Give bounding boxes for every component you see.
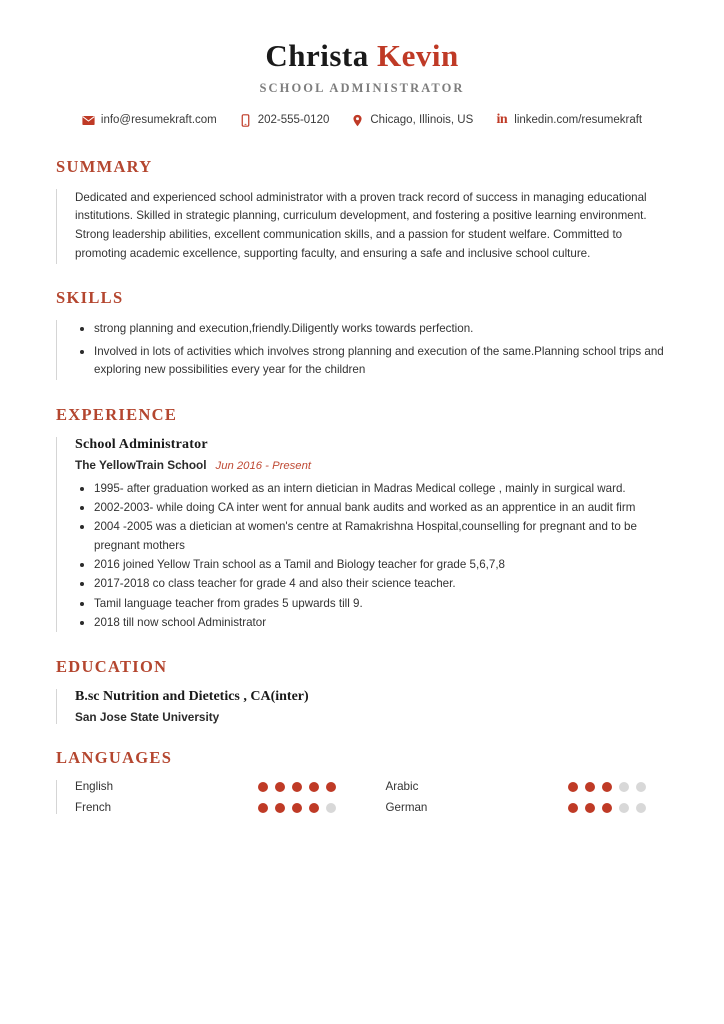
rating-dot-filled [602, 803, 612, 813]
education-degree: B.sc Nutrition and Dietetics , CA(inter) [75, 689, 309, 705]
rating-dot-empty [636, 782, 646, 792]
contact-location-label: Chicago, Illinois, US [370, 114, 474, 127]
list-item: 2017-2018 co class teacher for grade 4 and also their science teacher. [92, 575, 676, 593]
list-item: Tamil language teacher from grades 5 upwards till 9. [92, 595, 676, 613]
first-name: Christa [265, 38, 369, 73]
section-title-education: EDUCATION [56, 657, 168, 677]
rating-dot-filled [275, 803, 285, 813]
rating-dot-filled [258, 782, 268, 792]
experience-meta [75, 458, 676, 472]
section-summary [56, 157, 676, 264]
skills-list [75, 320, 676, 380]
rating-dot-empty [636, 803, 646, 813]
language-rating [568, 803, 646, 813]
location-pin-icon [351, 114, 364, 127]
section-title-languages: LANGUAGES [56, 748, 173, 768]
candidate-name [0, 38, 724, 74]
language-row-arabic [386, 780, 677, 793]
education-entry [75, 689, 676, 724]
language-name: German [385, 801, 428, 815]
experience-body [56, 437, 676, 633]
language-row-english [75, 780, 366, 793]
education-school: San Jose State University [75, 710, 220, 725]
language-row-french [75, 801, 366, 814]
language-rating [258, 803, 336, 813]
list-item: Involved in lots of activities which involves strong planning and execution of the same.Planning school trips and exploring new possibilities every year for the children [92, 343, 676, 380]
contact-bar [0, 114, 724, 127]
list-item: strong planning and execution,friendly.Diligently works towards perfection. [92, 320, 676, 338]
skills-body [56, 320, 676, 380]
candidate-job-title: SCHOOL ADMINISTRATOR [259, 80, 465, 95]
rating-dot-empty [326, 803, 336, 813]
rating-dot-filled [568, 803, 578, 813]
spacer [56, 633, 676, 657]
rating-dot-empty [619, 803, 629, 813]
contact-location[interactable] [351, 114, 473, 127]
section-experience [56, 405, 676, 633]
rating-dot-filled [309, 782, 319, 792]
rating-dot-filled [292, 782, 302, 792]
resume-header [0, 0, 724, 127]
section-education [56, 657, 676, 724]
rating-dot-filled [309, 803, 319, 813]
section-skills [56, 288, 676, 380]
contact-linkedin[interactable] [495, 114, 642, 127]
list-item: 2002-2003- while doing CA inter went for annual bank audits and worked as an apprentice in an audit firm [92, 499, 676, 517]
spacer [56, 724, 676, 748]
contact-email[interactable] [82, 114, 217, 127]
experience-role: School Administrator [75, 436, 208, 452]
phone-icon [239, 114, 252, 127]
rating-dot-filled [258, 803, 268, 813]
rating-dot-empty [619, 782, 629, 792]
language-name: English [75, 780, 114, 794]
linkedin-icon: in [496, 112, 508, 128]
spacer [56, 385, 676, 405]
contact-phone[interactable] [239, 114, 330, 127]
experience-entry [75, 437, 676, 633]
experience-bullets [75, 480, 676, 633]
education-body [56, 689, 676, 724]
list-item: 2004 -2005 was a dietician at women's centre at Ramakrishna Hospital,counselling for pregnant and to be pregnant mothers [92, 518, 676, 555]
rating-dot-filled [585, 782, 595, 792]
spacer [56, 264, 676, 288]
rating-dot-filled [275, 782, 285, 792]
rating-dot-filled [292, 803, 302, 813]
language-name: French [75, 801, 112, 815]
experience-date-range: Jun 2016 - Present [215, 459, 312, 472]
last-name: Kevin [376, 38, 459, 73]
list-item: 1995- after graduation worked as an intern dietician in Madras Medical college , mainly in surgical ward. [92, 480, 676, 498]
section-languages [56, 748, 676, 814]
contact-email-label: info@resumekraft.com [100, 114, 217, 127]
list-item: 2018 till now school Administrator [92, 614, 676, 632]
language-rating [568, 782, 646, 792]
language-row-german [386, 801, 677, 814]
envelope-icon [82, 114, 95, 127]
section-title-summary: SUMMARY [56, 156, 153, 176]
section-title-skills: SKILLS [56, 287, 124, 307]
section-title-experience: EXPERIENCE [56, 404, 178, 424]
languages-grid [75, 780, 676, 814]
language-name: Arabic [385, 780, 419, 794]
summary-body [56, 189, 676, 264]
rating-dot-filled [568, 782, 578, 792]
language-rating [258, 782, 336, 792]
summary-text: Dedicated and experienced school administrator with a proven track record of success in managing educational institutions. Skilled in strategic planning, curriculum development, and fostering a positive learning environment. Strong leadership abilities, excellent communication skills, and a passion for student welfare. Committed to promoting academic excellence, supporting faculty, and ensuring a safe and inclusive school culture. [75, 190, 647, 260]
rating-dot-filled [602, 782, 612, 792]
experience-organization: The YellowTrain School [75, 457, 207, 472]
resume-body [0, 157, 724, 815]
contact-linkedin-label: linkedin.com/resumekraft [514, 114, 643, 127]
rating-dot-filled [326, 782, 336, 792]
rating-dot-filled [585, 803, 595, 813]
list-item: 2016 joined Yellow Train school as a Tamil and Biology teacher for grade 5,6,7,8 [92, 556, 676, 574]
contact-phone-label: 202-555-0120 [257, 114, 330, 127]
languages-body [56, 780, 676, 814]
